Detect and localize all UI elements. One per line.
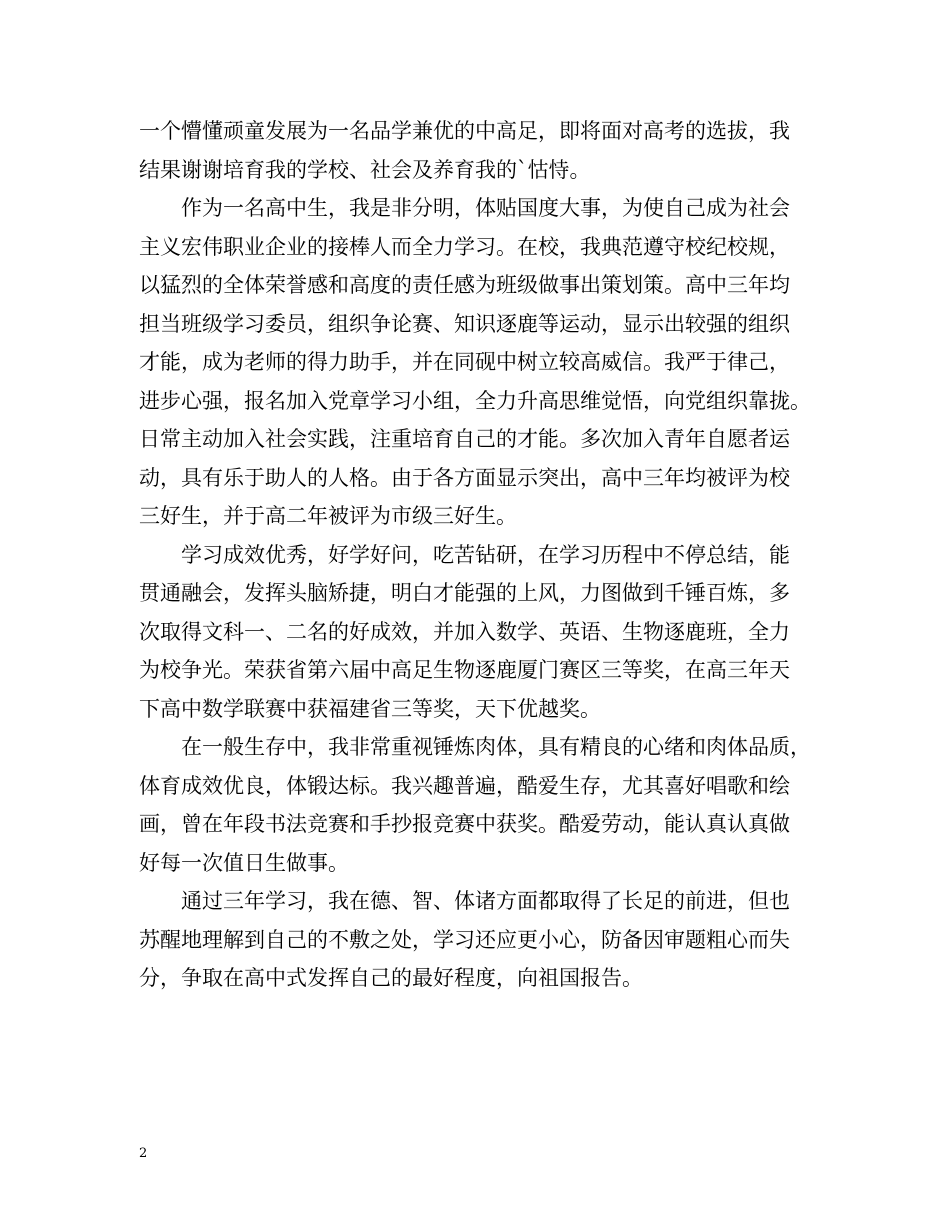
text-line: 学习成效优秀，好学好问，吃苦钻研，在学习历程中不停总结，能 xyxy=(181,542,790,567)
text-line: 才能，成为老师的得力助手，并在同砚中树立较高威信。我严于律己， xyxy=(139,350,790,374)
text-line: 主义宏伟职业企业的接棒人而全力学习。在校，我典范遵守校纪校规， xyxy=(139,234,790,259)
text-line: 一个懵懂顽童发展为一名品学兼优的中高足，即将面对高考的选拔，我 xyxy=(139,119,790,143)
text-line: 贯通融会，发挥头脑矫捷，明白才能强的上风，力图做到千锤百炼，多 xyxy=(139,581,790,605)
page-number: 2 xyxy=(139,1146,148,1161)
text-line: 画，曾在年段书法竞赛和手抄报竞赛中获奖。酷爱劳动，能认真认真做 xyxy=(139,812,790,836)
text-line: 为校争光。荣获省第六届中高足生物逐鹿厦门赛区三等奖，在高三年天 xyxy=(139,658,790,682)
text-line: 动，具有乐于助人的人格。由于各方面显示突出，高中三年均被评为校 xyxy=(139,465,790,490)
text-line: 苏醒地理解到自己的不敷之处，学习还应更小心，防备因审题粗心而失 xyxy=(139,927,790,952)
text-line: 分，争取在高中式发挥自己的最好程度，向祖国报告。 xyxy=(139,966,643,990)
body-text xyxy=(139,112,819,998)
text-line: 通过三年学习，我在德、智、体诸方面都取得了长足的前进，但也 xyxy=(181,889,790,913)
text-line: 日常主动加入社会实践，注重培育自己的才能。多次加入青年自愿者运 xyxy=(139,427,790,451)
text-line: 次取得文科一、二名的好成效，并加入数学、英语、生物逐鹿班，全力 xyxy=(139,619,790,644)
text-line: 担当班级学习委员，组织争论赛、知识逐鹿等运动，显示出较强的组织 xyxy=(139,311,790,336)
text-line: 在一般生存中，我非常重视锤炼肉体，具有精良的心绪和肉体品质， xyxy=(181,735,811,759)
text-line: 作为一名高中生，我是非分明，体贴国度大事，为使自己成为社会 xyxy=(181,196,790,220)
text-line: 三好生，并于高二年被评为市级三好生。 xyxy=(139,504,517,528)
text-line: 体育成效优良，体锻达标。我兴趣普遍，酷爱生存，尤其喜好唱歌和绘 xyxy=(139,773,790,798)
text-line: 好每一次值日生做事。 xyxy=(139,850,349,875)
text-line: 下高中数学联赛中获福建省三等奖，天下优越奖。 xyxy=(139,696,601,721)
text-line: 以猛烈的全体荣誉感和高度的责任感为班级做事出策划策。高中三年均 xyxy=(139,273,790,297)
text-line: 进步心强，报名加入党章学习小组，全力升高思维觉悟，向党组织靠拢。 xyxy=(139,388,811,413)
text-line: 结果谢谢培育我的学校、社会及养育我的`怙恃。 xyxy=(139,157,591,182)
